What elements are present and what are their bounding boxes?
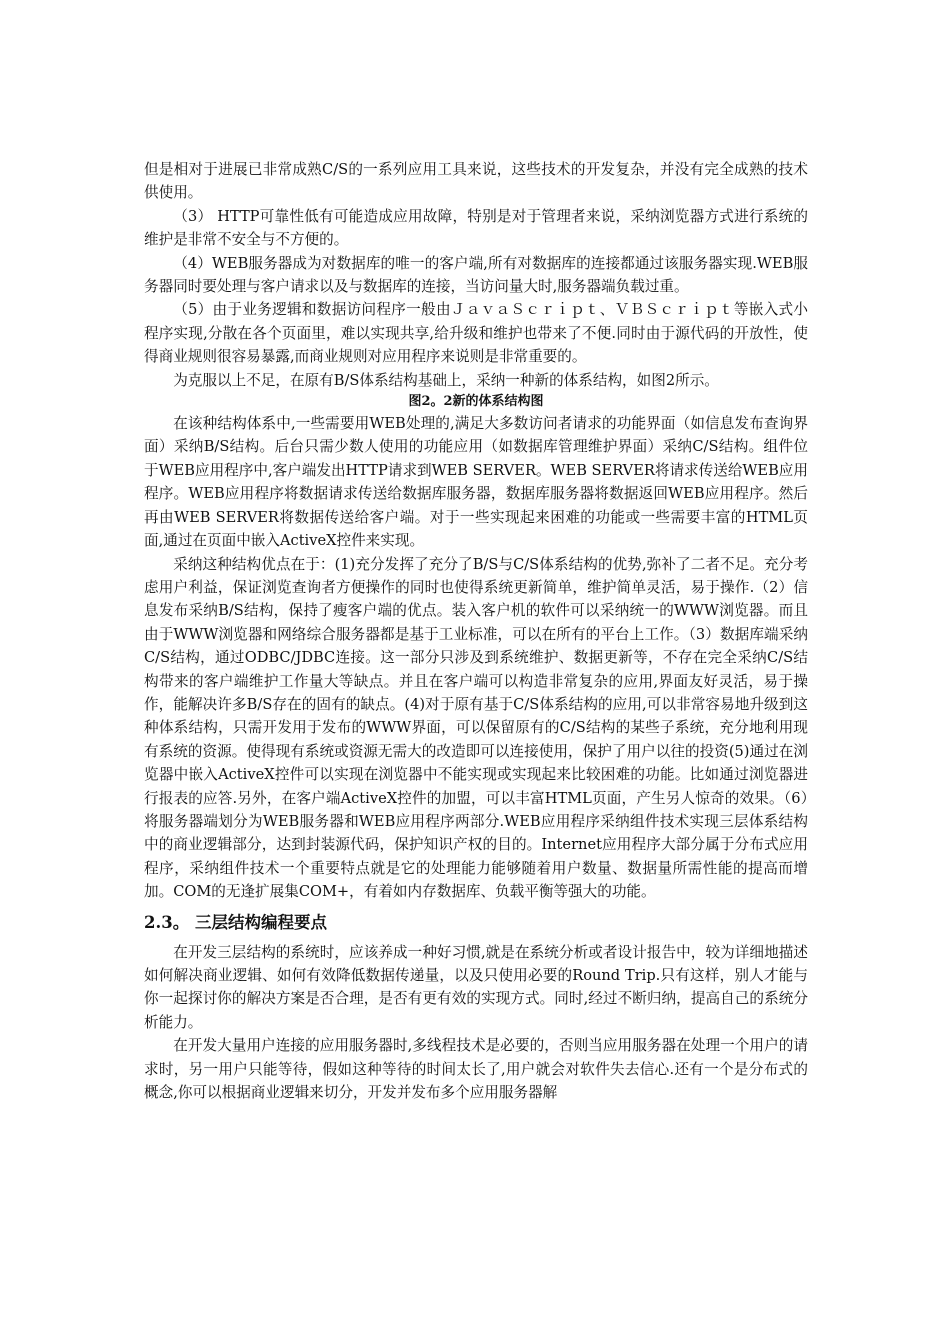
paragraph-point-5: （5）由于业务逻辑和数据访问程序一般由ＪａｖａＳｃｒｉｐｔ、ＶＢＳｃｒｉｐｔ等嵌入式小程序实现,分散在各个页面里，难以实现共享,给升级和维护也带来了不便.同时由于源代码的开放性，使得商业规则很容易暴露,而商业规则对应用程序来说则是非常重要的。	[144, 301, 808, 366]
section-heading: 2.3。 三层结构编程要点	[144, 912, 327, 932]
figure-caption: 图2。2新的体系结构图	[408, 394, 544, 410]
paragraph-continuation: 但是相对于进展已非常成熟C/S的一系列应用工具来说，这些技术的开发复杂，并没有完全成熟的技术供使用。	[144, 161, 808, 202]
paragraph-new-architecture: 为克服以上不足，在原有B/S体系结构基础上，采纳一种新的体系结构，如图2所示。	[173, 371, 719, 389]
paragraph-multithreading: 在开发大量用户连接的应用服务器时,多线程技术是必要的，否则当应用服务器在处理一个用户的请求时，另一用户只能等待，假如这种等待的时间太长了,用户就会对软件失去信心.还有一个是分布式的概念,你可以根据商业逻辑来切分，开发并发布多个应用服务器解	[144, 1037, 808, 1102]
paragraph-good-habits: 在开发三层结构的系统时，应该养成一种好习惯,就是在系统分析或者设计报告中，较为详细地描述如何解决商业逻辑、如何有效降低数据传递量，以及只使用必要的Round Trip.只有这样，别人才能与你一起探讨你的解决方案是否合理，是否有更有效的实现方式。同时,经过不断归纳，提高自己的系统分析能力。	[144, 943, 808, 1031]
paragraph-point-3: （3） HTTP可靠性低有可能造成应用故障，特别是对于管理者来说，采纳浏览器方式进行系统的维护是非常不安全与不方便的。	[144, 207, 808, 249]
paragraph-point-4: （4）WEB服务器成为对数据库的唯一的客户端,所有对数据库的连接都通过该服务器实现.WEB服务器同时要处理与客户请求以及与数据库的连接，当访问量大时,服务器端负载过重。	[144, 254, 808, 296]
document-body	[144, 158, 808, 1104]
paragraph-structure-description: 在该种结构体系中,一些需要用WEB处理的,满足大多数访问者请求的功能界面（如信息发布查询界面）采纳B/S结构。后台只需少数人使用的功能应用（如数据库管理维护界面）采纳C/S结构。组件位于WEB应用程序中,客户端发出HTTP请求到WEB SERVER。WEB SERVER将请求传送给WEB应用程序。WEB应用程序将数据请求传送给数据库服务器，数据库服务器将数据返回WEB应用程序。然后再由WEB SERVER将数据传送给客户端。对于一些实现起来困难的功能或一些需要丰富的HTML页面,通过在页面中嵌入ActiveX控件来实现。	[144, 415, 808, 550]
paragraph-advantages: 采纳这种结构优点在于：(1)充分发挥了充分了B/S与C/S体系结构的优势,弥补了二者不足。充分考虑用户利益，保证浏览查询者方便操作的同时也使得系统更新简单，维护简单灵活，易于操作.（2）信息发布采纳B/S结构，保持了瘦客户端的优点。装入客户机的软件可以采纳统一的WWW浏览器。而且由于WWW浏览器和网络综合服务器都是基于工业标准，可以在所有的平台上工作。（3）数据库端采纳C/S结构，通过ODBC/JDBC连接。这一部分只涉及到系统维护、数据更新等，不存在完全采纳C/S结构带来的客户端维护工作量大等缺点。并且在客户端可以构造非常复杂的应用,界面友好灵活，易于操作，能解决许多B/S存在的固有的缺点。(4)对于原有基于C/S体系结构的应用,可以非常容易地升级到这种体系结构，只需开发用于发布的WWW界面，可以保留原有的C/S结构的某些子系统，充分地利用现有系统的资源。使得现有系统或资源无需大的改造即可以连接使用，保护了用户以往的投资(5)通过在浏览器中嵌入ActiveX控件可以实现在浏览器中不能实现或实现起来比较困难的功能。比如通过浏览器进行报表的应答.另外，在客户端ActiveX控件的加盟，可以丰富HTML页面，产生另人惊奇的效果。（6）将服务器端划分为WEB服务器和WEB应用程序两部分.WEB应用程序采纳组件技术实现三层体系结构中的商业逻辑部分，达到封装源代码，保护知识产权的目的。Internet应用程序大部分属于分布式应用程序，采纳组件技术一个重要特点就是它的处理能力能够随着用户数量、数据量所需性能的提高而增加。COM的无逢扩展集COM+，有着如内存数据库、负载平衡等强大的功能。	[144, 555, 808, 901]
